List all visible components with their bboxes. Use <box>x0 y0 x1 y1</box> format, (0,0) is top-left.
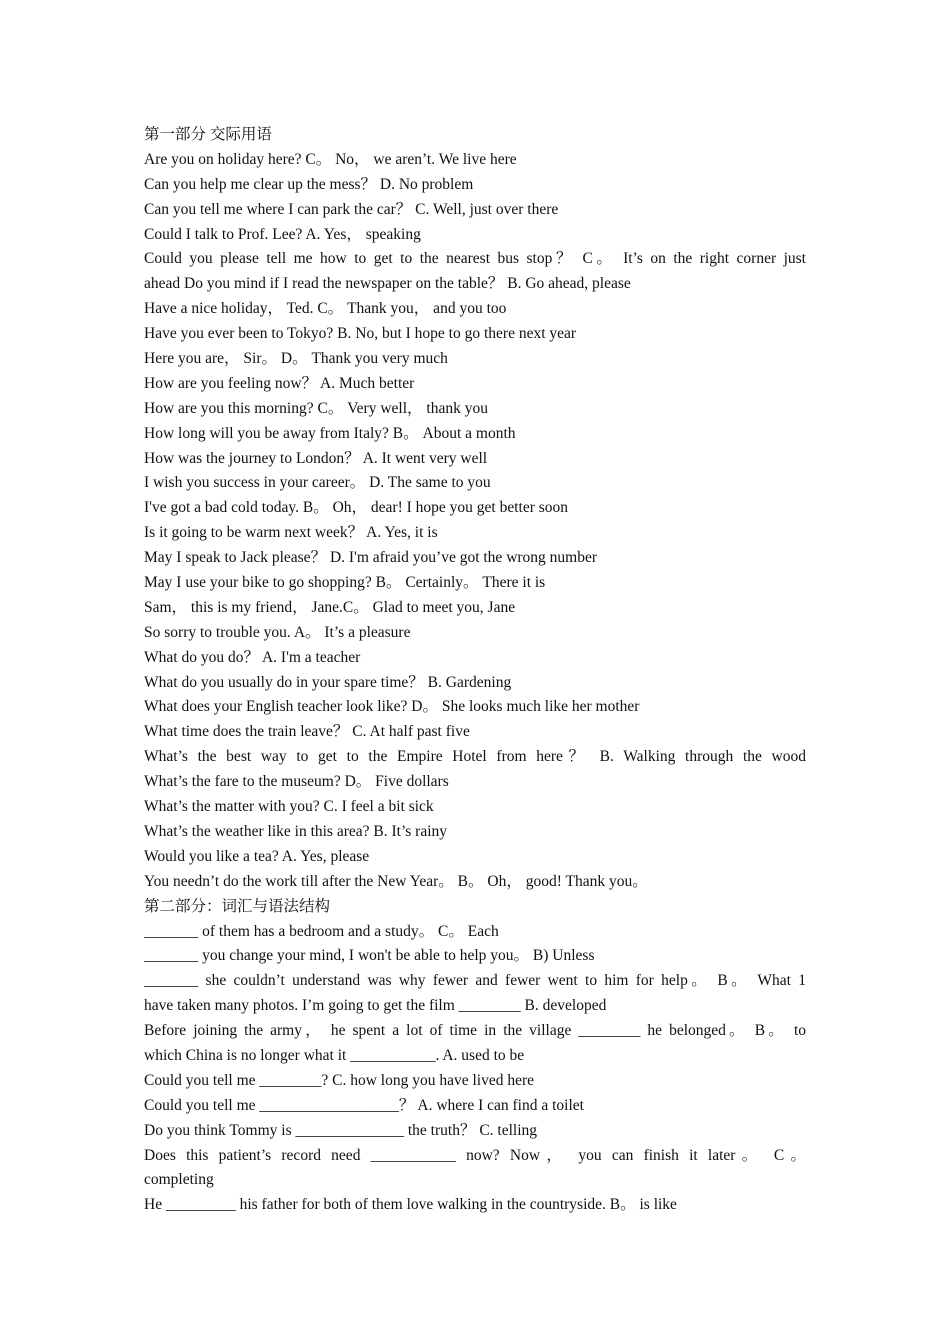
text-line: which China is no longer what it ___________. A. used to be <box>144 1046 525 1064</box>
text-line: Sam， this is my friend， Jane.C。 Glad to meet you, Jane <box>144 598 516 616</box>
text-line: Could you tell me __________________？ A. where I can find a toilet <box>144 1096 584 1114</box>
text-line: _______ she couldn’t understand was why fewer and fewer went to him for help。 B。 What 1 <box>144 972 806 990</box>
text-line: Could you please tell me how to get to the nearest bus stop？ C。 It’s on the right corner just <box>144 250 806 268</box>
text-line: _______ you change your mind, I won't be able to help you。 B) Unless <box>144 947 595 965</box>
text-line: Is it going to be warm next week？ A. Yes, it is <box>144 524 438 542</box>
text-line: I wish you success in your career。 D. The same to you <box>144 474 491 492</box>
text-line: Could you tell me ________? C. how long you have lived here <box>144 1071 535 1089</box>
text-line: What does your English teacher look like? D。 She looks much like her mother <box>144 698 640 716</box>
text-line: Before joining the army， he spent a lot of time in the village ________ he belonged。 B。 to <box>144 1022 806 1040</box>
text-line: What do you do？ A. I'm a teacher <box>144 648 361 666</box>
text-line: Do you think Tommy is ______________ the truth？ C. telling <box>144 1121 538 1139</box>
text-line: What’s the weather like in this area? B. It’s rainy <box>144 822 448 840</box>
text-line: May I use your bike to go shopping? B。 Certainly。 There it is <box>144 574 546 592</box>
text-line: ahead Do you mind if I read the newspaper on the table？ B. Go ahead, please <box>144 275 631 293</box>
text-line: Can you help me clear up the mess？ D. No problem <box>144 175 474 193</box>
text-line: He _________ his father for both of them love walking in the countryside. B。 is like <box>144 1196 677 1214</box>
text-line: 第一部分 交际用语 <box>144 126 272 143</box>
text-line: What’s the fare to the museum? D。 Five dollars <box>144 773 449 791</box>
document-body <box>144 123 806 1218</box>
text-line: Can you tell me where I can park the car？ C. Well, just over there <box>144 200 559 218</box>
text-line: Would you like a tea? A. Yes, please <box>144 847 370 865</box>
text-line: What’s the best way to get to the Empire Hotel from here？ B. Walking through the wood <box>144 748 806 766</box>
text-line: Have you ever been to Tokyo? B. No, but I hope to go there next year <box>144 325 577 343</box>
text-line: Are you on holiday here? C。 No， we aren’t. We live here <box>144 150 517 168</box>
text-line: How are you feeling now？ A. Much better <box>144 374 415 392</box>
text-line: How was the journey to London？ A. It went very well <box>144 449 488 467</box>
text-line: What time does the train leave？ C. At half past five <box>144 723 470 741</box>
text-line: _______ of them has a bedroom and a study。 C。 Each <box>144 922 499 940</box>
text-line: Could I talk to Prof. Lee? A. Yes， speaking <box>144 225 421 243</box>
text-line: How are you this morning? C。 Very well， thank you <box>144 399 488 417</box>
text-line: 第二部分：词汇与语法结构 <box>144 897 331 915</box>
text-line: So sorry to trouble you. A。 It’s a pleasure <box>144 623 411 641</box>
text-line: What’s the matter with you? C. I feel a bit sick <box>144 798 434 816</box>
text-line: You needn’t do the work till after the New Year。 B。 Oh， good! Thank you。 <box>144 872 648 890</box>
text-line: Here you are， Sir。 D。 Thank you very much <box>144 350 448 368</box>
text-line: have taken many photos. I’m going to get the film ________ B. developed <box>144 997 607 1015</box>
text-line: What do you usually do in your spare time？ B. Gardening <box>144 673 512 691</box>
text-line: Have a nice holiday， Ted. C。 Thank you， and you too <box>144 300 507 318</box>
text-line: Does this patient’s record need ___________ now? Now， you can finish it later。 C。 <box>144 1146 806 1164</box>
text-line: May I speak to Jack please？ D. I'm afraid you’ve got the wrong number <box>144 549 598 567</box>
text-line: How long will you be away from Italy? B。 About a month <box>144 424 516 442</box>
text-line: I've got a bad cold today. B。 Oh， dear! I hope you get better soon <box>144 499 569 517</box>
text-line: completing <box>144 1171 214 1189</box>
